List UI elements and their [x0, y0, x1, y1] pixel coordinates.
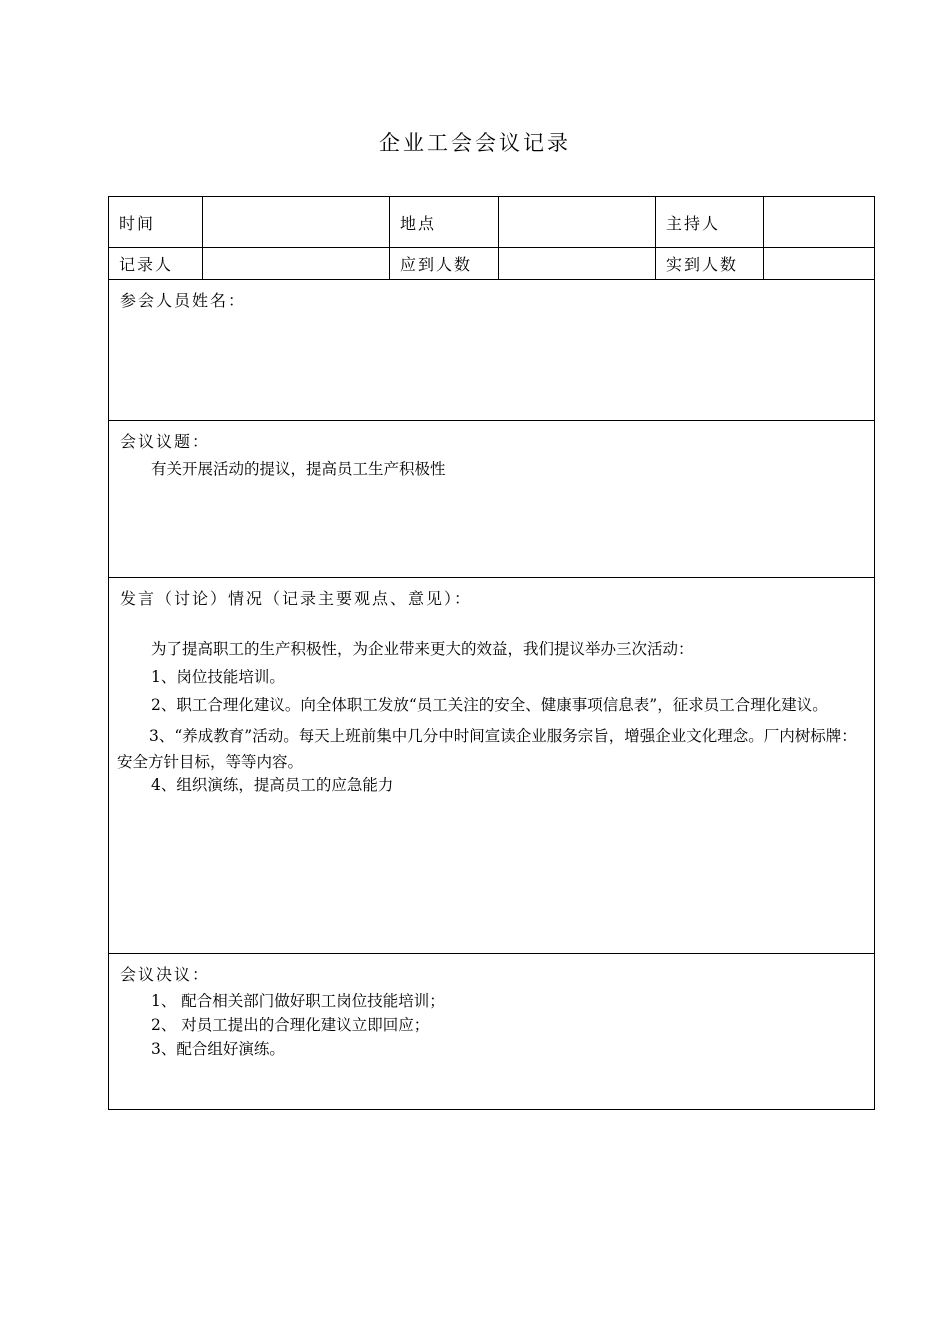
decision-section[interactable] [109, 954, 875, 1110]
decision-item: 3、配合组好演练。 [151, 1040, 285, 1058]
document-title: 企业工会会议记录 [379, 131, 571, 155]
topic-content: 有关开展活动的提议，提高员工生产积极性 [151, 460, 446, 478]
discussion-item: 4、组织演练，提高员工的应急能力 [151, 776, 394, 794]
actual-count-label: 实到人数 [656, 248, 764, 280]
actual-count-field[interactable] [764, 248, 875, 280]
decision-item: 1、 配合相关部门做好职工岗位技能培训； [151, 992, 445, 1010]
discussion-item: 2、职工合理化建议。向全体职工发放“员工关注的安全、健康事项信息表”，征求员工合理化建议。 [151, 696, 828, 714]
topic-row [109, 421, 875, 578]
topic-label: 会议议题： [120, 432, 211, 451]
decision-label: 会议决议： [120, 965, 211, 984]
topic-section[interactable] [109, 421, 875, 578]
discussion-intro: 为了提高职工的生产积极性，为企业带来更大的效益，我们提议举办三次活动： [151, 640, 694, 658]
attendees-row [109, 280, 875, 421]
attendees-section[interactable] [109, 280, 875, 421]
decision-row [109, 954, 875, 1110]
meeting-record-table [108, 196, 875, 1110]
discussion-row [109, 578, 875, 954]
attendees-label: 参会人员姓名： [120, 291, 247, 310]
header-row-2 [109, 248, 875, 280]
discussion-item: 1、岗位技能培训。 [151, 668, 285, 686]
expected-count-label: 应到人数 [390, 248, 499, 280]
decision-item: 2、 对员工提出的合理化建议立即回应； [151, 1016, 430, 1034]
discussion-item: 3、“养成教育”活动。每天上班前集中几分中时间宣读企业服务宗旨，增强企业文化理念。厂内树标牌：安全方针目标，等等内容。 [117, 727, 857, 771]
time-field[interactable] [203, 197, 390, 248]
discussion-section[interactable] [109, 578, 875, 954]
host-label: 主持人 [656, 197, 764, 248]
recorder-label: 记录人 [109, 248, 203, 280]
recorder-field[interactable] [203, 248, 390, 280]
discussion-label: 发言（讨论）情况（记录主要观点、意见）： [120, 589, 473, 608]
place-label: 地点 [390, 197, 499, 248]
host-field[interactable] [764, 197, 875, 248]
header-row-1 [109, 197, 875, 248]
expected-count-field[interactable] [499, 248, 656, 280]
time-label: 时间 [109, 197, 203, 248]
place-field[interactable] [499, 197, 656, 248]
